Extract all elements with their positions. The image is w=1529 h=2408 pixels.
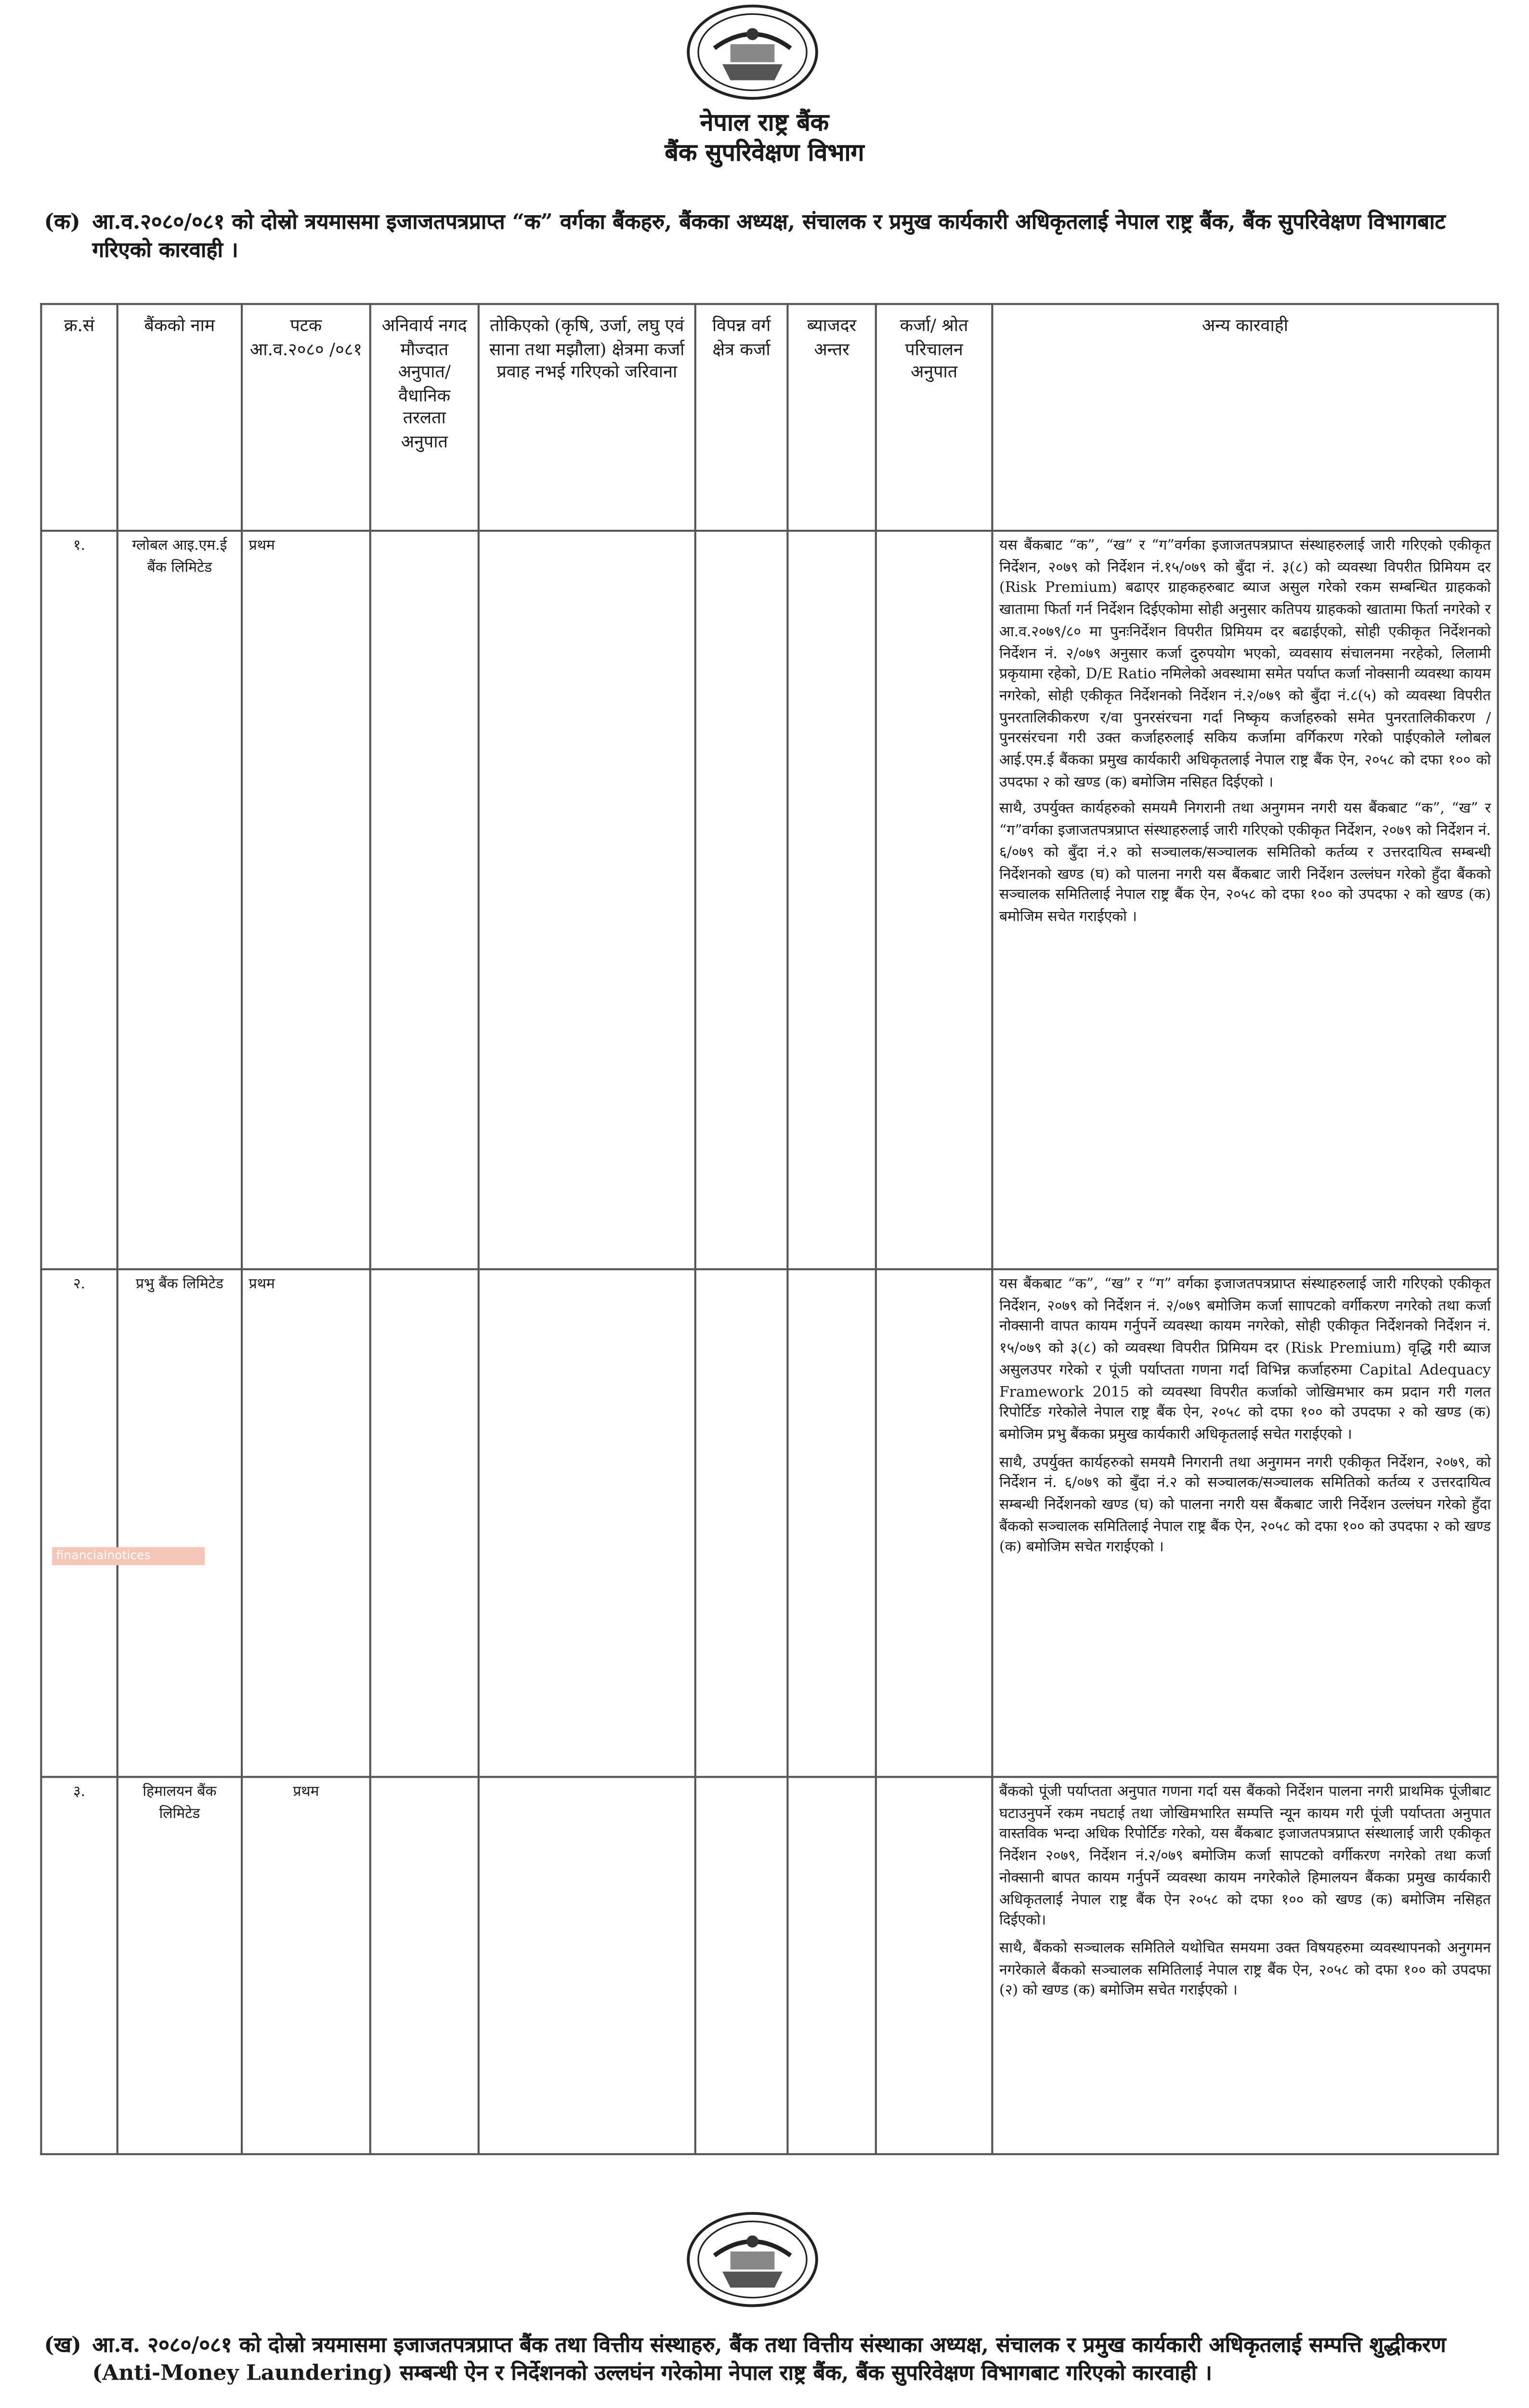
row-cd-cell	[876, 1269, 993, 1777]
row-other-action	[992, 531, 1498, 1269]
action-paragraph: यस बैंकबाट “क”, “ख” र “ग”वर्गका इजाजतपत्रप्राप्त संस्थाहरुलाई जारी गरिएको एकीकृत निर्देशन, २०७९ को निर्देशन नं.१५/०७९ को बुँदा नं. ३(८) को व्यवस्था विपरीत प्रिमियम दर (Risk Premium) बढाएर ग्राहकहरुबाट ब्याज असुल गरेको रकम सम्बन्धित ग्राहकको खातामा फिर्ता गर्न निर्देशन दिईएकोमा सोही अनुसार कतिपय ग्राहकको खातामा फिर्ता नगरेको र आ.व.२०७९/८० मा पुनःनिर्देशन विपरीत प्रिमियम दर बढाईएको, सोही एकीकृत निर्देशनको निर्देशन नं. २/०७९ अनुसार कर्जा दुरुपयोग भएको, व्यवसाय संचालनमा नरहेको, लिलामी प्रकृयामा रहेको, D/E Ratio नमिलेको अवस्थामा समेत पर्याप्त कर्जा नोक्सानी व्यवस्था कायम नगरेको, सोही एकीकृत निर्देशनको निर्देशन नं.२/०७९ को बुँदा नं.८(५) को व्यवस्था विपरीत पुनरतालिकीकरण र/वा पुनरसंरचना गर्दा निष्कृय कर्जाहरुको समेत पुनरतालिकीकरण /पुनरसंरचना गरी उक्त कर्जाहरुलाई सकिय कर्जामा वर्गिकरण गरेको पाईएकोले ग्लोबल आई.एम.ई बैंकका प्रमुख कार्यकारी अधिकृतलाई नेपाल राष्ट्र बैंक ऐन, २०५८ को दफा १०० को उपदफा २ को खण्ड (क) बमोजिम नसिहत दिईएको ।	[999, 536, 1491, 790]
department-name: बैंक सुपरिवेक्षण विभाग	[665, 138, 864, 167]
section-b-heading	[44, 2332, 1505, 2388]
watermark-label: financialnotices	[52, 1547, 205, 1566]
col-header-other-action: अन्य कारवाही	[992, 304, 1498, 531]
row-sn: १.	[41, 531, 117, 1269]
nrb-seal-logo	[686, 2212, 819, 2308]
action-paragraph: साथै, बैंकको सञ्चालक समितिले यथोचित समयमा उक्त विषयहरुमा व्यवस्थापनको अनुगमन नगरेकाले बैंकको सञ्चालक समितिलाई नेपाल राष्ट्र बैंक ऐन, २०५८ को दफा १०० को उपदफा (२) को खण्ड (क) बमोजिम सचेत गराईएको ।	[999, 1938, 1491, 2000]
row-bank-name: प्रभु बैंक लिमिटेड	[118, 1269, 242, 1777]
col-header-bank: बैंकको नाम	[118, 304, 242, 531]
seal-emblem-icon	[686, 2212, 819, 2308]
col-header-sn: क्र.सं	[41, 304, 117, 531]
document-titles	[0, 108, 1529, 169]
row-sn: ३.	[41, 1777, 117, 2154]
row-deprived-cell	[695, 1269, 788, 1777]
col-header-deprived-sector: विपन्न वर्ग क्षेत्र कर्जा	[695, 304, 788, 531]
bank-name: नेपाल राष्ट्र बैंक	[700, 108, 829, 137]
row-patak: प्रथम	[242, 531, 370, 1269]
action-paragraph: साथै, उपर्युक्त कार्यहरुको समयमै निगरानी तथा अनुगमन नगरी यस बैंकबाट “क”, “ख” र “ग”वर्गका इजाजतपत्रप्राप्त संस्थाहरुलाई जारी गरिएको एकीकृत निर्देशन, २०७९ को निर्देशन नं. ६/०७९ को बुँदा नं.२ को सञ्चालक/सञ्चालक समितिको कर्तव्य र उत्तरदायित्व सम्बन्धी निर्देशनको खण्ड (घ) को पालना नगरी यस बैंकबाट जारी निर्देशन उल्लंघन गरेको हुँदा बैंकको सञ्चालक समितिलाई नेपाल राष्ट्र बैंक ऐन, २०५८ को दफा १०० को उपदफा २ को खण्ड (क) बमोजिम सचेत गराईएको ।	[999, 799, 1491, 925]
row-patak: प्रथम	[242, 1777, 370, 2154]
section-b-tag: (ख)	[44, 2333, 81, 2358]
col-header-patak	[242, 304, 370, 531]
col-header-patak-year: आ.व.२०८० /०८१	[249, 340, 362, 360]
row-sn: २.	[41, 1269, 117, 1777]
col-header-sector-lending: तोकिएको (कृषि, उर्जा, लघु एवं साना तथा मझौला) क्षेत्रमा कर्जा प्रवाह नभई गरिएको जरिवाना	[479, 304, 695, 531]
table-row	[41, 531, 1498, 1269]
section-b-heading-text: आ.व. २०८०/०८१ को दोस्रो त्रयमासमा इजाजतपत्रप्राप्त बैंक तथा वित्तीय संस्थाहरु, बैंक तथा वित्तीय संस्थाका अध्यक्ष, संचालक र प्रमुख कार्यकारी अधिकृतलाई सम्पत्ति शुद्धीकरण (Anti-Money Laundering) सम्बन्धी ऐन र निर्देशनको उल्लघंन गरेकोमा नेपाल राष्ट्र बैंक, बैंक सुपरिवेक्षण विभागबाट गरिएको कारवाही ।	[92, 2333, 1446, 2386]
row-deprived-cell	[695, 1777, 788, 2154]
row-patak: प्रथम	[242, 1269, 370, 1777]
row-sector-cell	[479, 531, 695, 1269]
table-row	[41, 1269, 1498, 1777]
row-cd-cell	[876, 1777, 993, 2154]
col-header-interest-spread: ब्याजदर अन्तर	[787, 304, 876, 531]
row-cd-cell	[876, 531, 993, 1269]
row-spread-cell	[787, 1777, 876, 2154]
row-bank-name: हिमालयन बैंक लिमिटेड	[118, 1777, 242, 2154]
section-a-tag: (क)	[44, 210, 80, 235]
action-paragraph: बैंकको पूंजी पर्याप्तता अनुपात गणना गर्दा यस बैंकको निर्देशन पालना नगरी प्राथमिक पूंजीबाट घटाउनुपर्ने रकम नघटाई तथा जोखिमभारित सम्पत्ति न्यून कायम गरी पूंजी पर्याप्तता अनुपात वास्तविक भन्दा अधिक रिपोर्टिङ गरेको, यस बैंकबाट इजाजतपत्रप्राप्त संस्थालाई जारी एकीकृत निर्देशन २०७९, निर्देशन नं.२/०७९ बमोजिम कर्जा सापटको वर्गीकरण नगरेको तथा कर्जा नोक्सानी बापत कायम गर्नुपर्ने व्यवस्था कायम नगरेकोले हिमालयन बैंकका प्रमुख कार्यकारी अधिकृतलाई नेपाल राष्ट्र बैंक ऐन २०५८ को दफा १०० को खण्ड (क) बमोजिम नसिहत दिईएको।	[999, 1782, 1491, 1929]
section-a-heading	[44, 209, 1505, 265]
row-other-action	[992, 1777, 1498, 2154]
row-crr-cell	[370, 531, 479, 1269]
seal-emblem-icon	[686, 4, 819, 100]
nrb-seal-logo	[686, 4, 819, 100]
row-sector-cell	[479, 1269, 695, 1777]
row-bank-name: ग्लोबल आइ.एम.ई बैंक लिमिटेड	[118, 531, 242, 1269]
col-header-crr: अनिवार्य नगद मौज्दात अनुपात/ वैधानिक तरलता अनुपात	[370, 304, 479, 531]
action-paragraph: यस बैंकबाट “क”, “ख” र “ग” वर्गका इजाजतपत्रप्राप्त संस्थाहरुलाई जारी गरिएको एकीकृत निर्देशन, २०७९ को निर्देशन नं. २/०७९ बमोजिम कर्जा साापटको वर्गीकरण नगरेको तथा कर्जा नोक्सानी वापत कायम गर्नुपर्ने व्यवस्था कायम नगरेको, सोही एकीकृत निर्देशनको निर्देशन नं. १५/०७९ को ३(८) को व्यवस्था विपरीत प्रिमियम दर (Risk Premium) वृद्धि गरी ब्याज असुलउपर गरेको र पूंजी पर्याप्तता गणना गर्दा विभिन्न कर्जाहरुमा Capital Adequacy Framework 2015 को व्यवस्था विपरीत कर्जाको जोखिमभार कम प्रदान गरी गलत रिपोर्टिङ गरेकोले नेपाल राष्ट्र बैंक ऐन, २०५८ को दफा १०० को उपदफा २ को खण्ड (क) बमोजिम प्रभु बैंकका प्रमुख कार्यकारी अधिकृतलाई सचेत गराईएको ।	[999, 1274, 1491, 1443]
row-deprived-cell	[695, 531, 788, 1269]
row-crr-cell	[370, 1269, 479, 1777]
section-a-heading-text: आ.व.२०८०/०८१ को दोस्रो त्रयमासमा इजाजतपत्रप्राप्त “क” वर्गका बैंकहरु, बैंकका अध्यक्ष, संचालक र प्रमुख कार्यकारी अधिकृतलाई नेपाल राष्ट्र बैंक, बैंक सुपरिवेक्षण विभागबाट गरिएको कारवाही ।	[92, 210, 1446, 263]
table-row	[41, 1777, 1498, 2154]
table-header-row	[41, 304, 1498, 531]
row-sector-cell	[479, 1777, 695, 2154]
row-crr-cell	[370, 1777, 479, 2154]
col-header-patak-label: पटक	[290, 317, 322, 338]
action-paragraph: साथै, उपर्युक्त कार्यहरुको समयमै निगरानी तथा अनुगमन नगरी एकीकृत निर्देशन, २०७९, को निर्देशन नं. ६/०७९ को बुँदा नं.२ को सञ्चालक/सञ्चालक समितिको कर्तव्य र उत्तरदायित्व सम्बन्धी निर्देशनको खण्ड (घ) को पालना नगरी यस बैंकबाट जारी निर्देशन उल्लंघन गरेको हुँदा बैंकको सञ्चालक समितिलाई नेपाल राष्ट्र बैंक ऐन, २०५८ को दफा १०० को उपदफा २ को खण्ड (क) बमोजिम सचेत गराईएको ।	[999, 1452, 1491, 1557]
col-header-cd-ratio: कर्जा/ श्रोत परिचालन अनुपात	[876, 304, 993, 531]
row-spread-cell	[787, 531, 876, 1269]
section-a-table	[40, 303, 1499, 2155]
row-other-action	[992, 1269, 1498, 1777]
row-spread-cell	[787, 1269, 876, 1777]
